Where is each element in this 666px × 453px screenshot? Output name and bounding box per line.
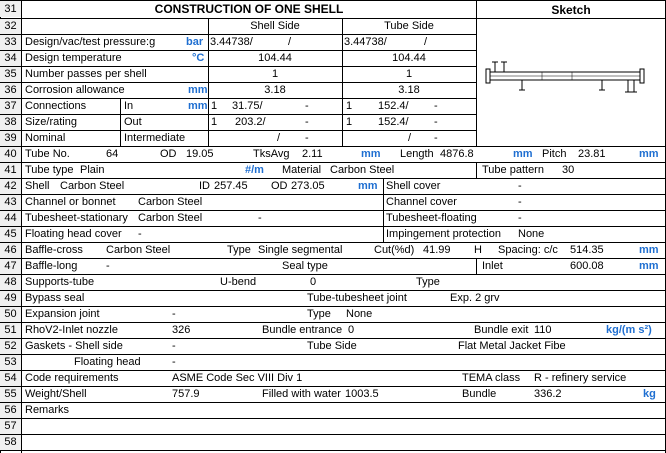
- length-label: Length: [400, 148, 434, 160]
- shell-temp-value[interactable]: 104.44: [258, 52, 292, 64]
- grid-line: [0, 450, 666, 451]
- tube-no-label: Tube No.: [25, 148, 70, 160]
- row-number: 49: [0, 290, 21, 306]
- row-number: 53: [0, 354, 21, 370]
- tube-type-unit[interactable]: #/m: [245, 164, 264, 176]
- grid-line: [0, 290, 666, 291]
- shell-label: Shell: [25, 180, 50, 192]
- expansion-joint-value[interactable]: -: [172, 308, 176, 320]
- filled-water-value[interactable]: 1003.5: [345, 388, 379, 400]
- grid-line: [0, 258, 666, 259]
- tubesheet-stationary-label: Tubesheet-stationary: [25, 212, 128, 224]
- corrosion-unit[interactable]: mm: [188, 84, 208, 96]
- gaskets-shell-value[interactable]: -: [172, 340, 176, 352]
- baffle-type-label: Type: [227, 244, 251, 256]
- sketch-drawing: [482, 56, 652, 100]
- row-number: 39: [0, 130, 21, 146]
- tube-in-size[interactable]: 152.4/: [378, 100, 409, 112]
- floating-head-label: Floating head: [74, 356, 141, 368]
- grid-line: [0, 370, 666, 371]
- connections-out-label: Out: [124, 116, 142, 128]
- row-number: 48: [0, 274, 21, 290]
- tema-class-value[interactable]: R - refinery service: [534, 372, 627, 384]
- floating-head-cover-value[interactable]: -: [138, 228, 142, 240]
- expansion-type-label: Type: [307, 308, 331, 320]
- weight-shell-value[interactable]: 757.9: [172, 388, 200, 400]
- tks-avg-label: TksAvg: [253, 148, 290, 160]
- tube-material-value[interactable]: Carbon Steel: [330, 164, 395, 176]
- shell-cover-label: Shell cover: [386, 180, 441, 192]
- shell-int-size[interactable]: /: [277, 132, 281, 144]
- row-number: 55: [0, 386, 21, 402]
- tube-type-value[interactable]: Plain: [80, 164, 105, 176]
- tube-out-size[interactable]: 152.4/: [378, 116, 409, 128]
- tube-no-value[interactable]: 64: [106, 148, 119, 160]
- expansion-joint-label: Expansion joint: [25, 308, 100, 320]
- shell-out-rating[interactable]: -: [305, 116, 309, 128]
- row-number: 41: [0, 162, 21, 178]
- shell-out-size[interactable]: 203.2/: [235, 116, 266, 128]
- tube-tubesheet-joint-label: Tube-tubesheet joint: [307, 292, 407, 304]
- bundle-exit-value[interactable]: 110: [534, 324, 552, 336]
- filled-water-label: Filled with water: [262, 388, 341, 400]
- row-number: 35: [0, 66, 21, 82]
- pitch-label: Pitch: [542, 148, 567, 160]
- connections-in-label: In: [124, 100, 134, 112]
- weight-shell-label: Weight/Shell: [25, 388, 87, 400]
- row-number: 45: [0, 226, 21, 242]
- baffle-cut-label: Cut(%d): [374, 244, 415, 256]
- shell-id-label: ID: [199, 180, 210, 192]
- u-bend-label: U-bend: [220, 276, 257, 288]
- row-number: 40: [0, 146, 21, 162]
- baffle-cut-orientation[interactable]: H: [474, 244, 482, 256]
- shell-pressure-slash: /: [288, 36, 292, 48]
- channel-cover-label: Channel cover: [386, 196, 457, 208]
- tube-side-header: Tube Side: [384, 20, 434, 32]
- grid-line: [0, 226, 666, 227]
- row-number: 37: [0, 98, 21, 114]
- u-bend-value[interactable]: 0: [310, 276, 317, 288]
- impingement-label: Impingement protection: [386, 228, 501, 240]
- channel-material[interactable]: Carbon Steel: [138, 196, 203, 208]
- bundle-weight-value[interactable]: 336.2: [534, 388, 562, 400]
- grid-line: [0, 98, 477, 99]
- grid-line: [0, 274, 666, 275]
- grid-line: [0, 242, 666, 243]
- design-temp-label: Design temperature: [25, 52, 122, 64]
- row-number: 47: [0, 258, 21, 274]
- grid-line: [0, 130, 477, 131]
- shell-passes-value[interactable]: 1: [271, 68, 279, 80]
- tubesheet-floating-label: Tubesheet-floating: [386, 212, 477, 224]
- expansion-type-value[interactable]: None: [346, 308, 373, 320]
- shell-material[interactable]: Carbon Steel: [60, 180, 125, 192]
- connections-label: Connections: [25, 100, 87, 112]
- grid-line: [0, 146, 666, 147]
- tubesheet-stationary-dash[interactable]: -: [258, 212, 262, 224]
- tube-material-label: Material: [282, 164, 322, 176]
- tube-pressure-value[interactable]: 3.44738/: [344, 36, 387, 48]
- inlet-unit[interactable]: mm: [639, 260, 659, 272]
- supports-type-label: Type: [416, 276, 440, 288]
- tube-pattern-label: Tube pattern: [482, 164, 544, 176]
- grid-line: [0, 34, 477, 35]
- row-number: 58: [0, 434, 21, 450]
- row-number: 38: [0, 114, 21, 130]
- grid-line: [0, 418, 666, 419]
- rhov2-inlet-label: RhoV2-Inlet nozzle: [25, 324, 118, 336]
- tube-temp-value[interactable]: 104.44: [392, 52, 426, 64]
- tube-int-rating[interactable]: -: [434, 132, 438, 144]
- gaskets-tube-label: Tube Side: [307, 340, 357, 352]
- shell-pressure-value[interactable]: 3.44738/: [210, 36, 253, 48]
- inlet-label: Inlet: [482, 260, 503, 272]
- grid-line: [0, 178, 666, 179]
- tks-unit[interactable]: mm: [361, 148, 381, 160]
- shell-out-count[interactable]: 1: [211, 116, 218, 128]
- intermediate-label: Intermediate: [124, 132, 186, 144]
- tks-avg-value[interactable]: 2.11: [302, 148, 323, 160]
- rhov2-unit[interactable]: kg/(m s²): [606, 324, 652, 336]
- tube-out-rating[interactable]: -: [434, 116, 438, 128]
- tube-passes-value[interactable]: 1: [405, 68, 413, 80]
- grid-line: [0, 338, 666, 339]
- row-number: 33: [0, 34, 21, 50]
- shell-side-header: Shell Side: [250, 20, 300, 32]
- code-requirements-value[interactable]: ASME Code Sec VIII Div 1: [172, 372, 303, 384]
- row-number: 51: [0, 322, 21, 338]
- baffle-cut-value[interactable]: 41.99: [423, 244, 451, 256]
- length-unit[interactable]: mm: [513, 148, 533, 160]
- grid-line: [0, 306, 666, 307]
- row-number: 56: [0, 402, 21, 418]
- grid-line: [0, 50, 477, 51]
- baffle-long-label: Baffle-long: [25, 260, 78, 272]
- sketch-title: Sketch: [551, 3, 591, 17]
- grid-line: [0, 322, 666, 323]
- row-number: 46: [0, 242, 21, 258]
- exchanger-sketch: [482, 56, 652, 100]
- row-number: 50: [0, 306, 21, 322]
- shell-id-value[interactable]: 257.45: [214, 180, 248, 192]
- row-number: 42: [0, 178, 21, 194]
- remarks-label: Remarks: [25, 404, 70, 416]
- tubesheet-stationary-material[interactable]: Carbon Steel: [138, 212, 203, 224]
- design-pressure-label: Design/vac/test pressure:g: [25, 36, 156, 48]
- baffle-long-value[interactable]: -: [106, 260, 110, 272]
- tube-od-label: OD: [160, 148, 177, 160]
- row-number: 31: [0, 1, 21, 17]
- grid-line: [476, 162, 477, 178]
- row-number: 54: [0, 370, 21, 386]
- row-number: 32: [0, 18, 21, 34]
- supports-tube-label: Supports-tube: [25, 276, 95, 288]
- length-value[interactable]: 4876.8: [440, 148, 474, 160]
- tube-int-size[interactable]: /: [408, 132, 412, 144]
- grid-line: [0, 434, 666, 435]
- channel-label: Channel or bonnet: [25, 196, 116, 208]
- tube-od-value[interactable]: 19.05: [186, 148, 214, 160]
- tube-corrosion-value[interactable]: 3.18: [398, 84, 420, 96]
- grid-line: [0, 354, 666, 355]
- seal-type-label: Seal type: [282, 260, 328, 272]
- grid-line: [0, 194, 666, 195]
- pitch-value[interactable]: 23.81: [578, 148, 606, 160]
- page-title: CONSTRUCTION OF ONE SHELL: [154, 2, 344, 16]
- corrosion-label: Corrosion allowance: [25, 84, 125, 96]
- shell-int-rating[interactable]: -: [305, 132, 309, 144]
- baffle-cross-material[interactable]: Carbon Steel: [106, 244, 171, 256]
- grid-line: [0, 0, 666, 1]
- shell-dim-unit[interactable]: mm: [358, 180, 378, 192]
- tube-tubesheet-joint-value[interactable]: Exp. 2 grv: [450, 292, 500, 304]
- pressure-unit[interactable]: bar: [186, 36, 204, 48]
- tube-out-count[interactable]: 1: [346, 116, 353, 128]
- grid-line: [120, 98, 121, 146]
- bundle-exit-label: Bundle exit: [474, 324, 529, 336]
- baffle-spacing-unit[interactable]: mm: [639, 244, 659, 256]
- grid-line: [0, 210, 666, 211]
- bundle-weight-label: Bundle: [462, 388, 497, 400]
- tube-pressure-slash: /: [424, 36, 428, 48]
- baffle-spacing-value[interactable]: 514.35: [570, 244, 604, 256]
- row-number: 44: [0, 210, 21, 226]
- grid-line: [0, 114, 477, 115]
- row-number: 36: [0, 82, 21, 98]
- baffle-cross-label: Baffle-cross: [25, 244, 83, 256]
- grid-line: [476, 0, 477, 146]
- tube-type-label: Tube type: [25, 164, 74, 176]
- grid-line: [476, 18, 666, 19]
- temp-unit[interactable]: °C: [192, 52, 205, 64]
- baffle-type-value[interactable]: Single segmental: [258, 244, 343, 256]
- grid-line: [0, 82, 477, 83]
- gaskets-shell-label: Gaskets - Shell side: [25, 340, 123, 352]
- size-rating-label: Size/rating: [25, 116, 77, 128]
- rhov2-inlet-value[interactable]: 326: [172, 324, 191, 336]
- gaskets-tube-value[interactable]: Flat Metal Jacket Fibe: [458, 340, 566, 352]
- connections-unit[interactable]: mm: [188, 100, 208, 112]
- row-number: 57: [0, 418, 21, 434]
- shell-od-value[interactable]: 273.05: [291, 180, 325, 192]
- bundle-entrance-value[interactable]: 0: [348, 324, 355, 336]
- baffle-spacing-label: Spacing: c/c: [498, 244, 558, 256]
- tube-in-rating[interactable]: -: [434, 100, 438, 112]
- tubesheet-floating-value[interactable]: -: [518, 212, 522, 224]
- passes-label: Number passes per shell: [25, 68, 147, 80]
- grid-line: [0, 402, 666, 403]
- code-requirements-label: Code requirements: [25, 372, 119, 384]
- shell-in-count[interactable]: 1: [211, 100, 218, 112]
- row-number: 52: [0, 338, 21, 354]
- nominal-label: Nominal: [25, 132, 66, 144]
- shell-corrosion-value[interactable]: 3.18: [264, 84, 286, 96]
- grid-line: [476, 258, 477, 274]
- weight-unit[interactable]: kg: [643, 388, 656, 400]
- shell-cover-value[interactable]: -: [518, 180, 522, 192]
- tube-in-count[interactable]: 1: [346, 100, 353, 112]
- inlet-value[interactable]: 600.08: [570, 260, 604, 272]
- row-number: 43: [0, 194, 21, 210]
- grid-line: [0, 162, 666, 163]
- floating-head-value[interactable]: -: [172, 356, 176, 368]
- grid-line: [0, 66, 477, 67]
- shell-in-rating[interactable]: -: [305, 100, 309, 112]
- pitch-unit[interactable]: mm: [639, 148, 659, 160]
- shell-od-label: OD: [271, 180, 288, 192]
- channel-cover-value[interactable]: -: [518, 196, 522, 208]
- floating-head-cover-label: Floating head cover: [25, 228, 122, 240]
- shell-in-size[interactable]: 31.75/: [232, 100, 263, 112]
- grid-line: [0, 386, 666, 387]
- row-number: 34: [0, 50, 21, 66]
- impingement-value[interactable]: None: [518, 228, 545, 240]
- bypass-seal-label: Bypass seal: [25, 292, 85, 304]
- bundle-entrance-label: Bundle entrance: [262, 324, 343, 336]
- tema-class-label: TEMA class: [462, 372, 521, 384]
- tube-pattern-value[interactable]: 30: [562, 164, 575, 176]
